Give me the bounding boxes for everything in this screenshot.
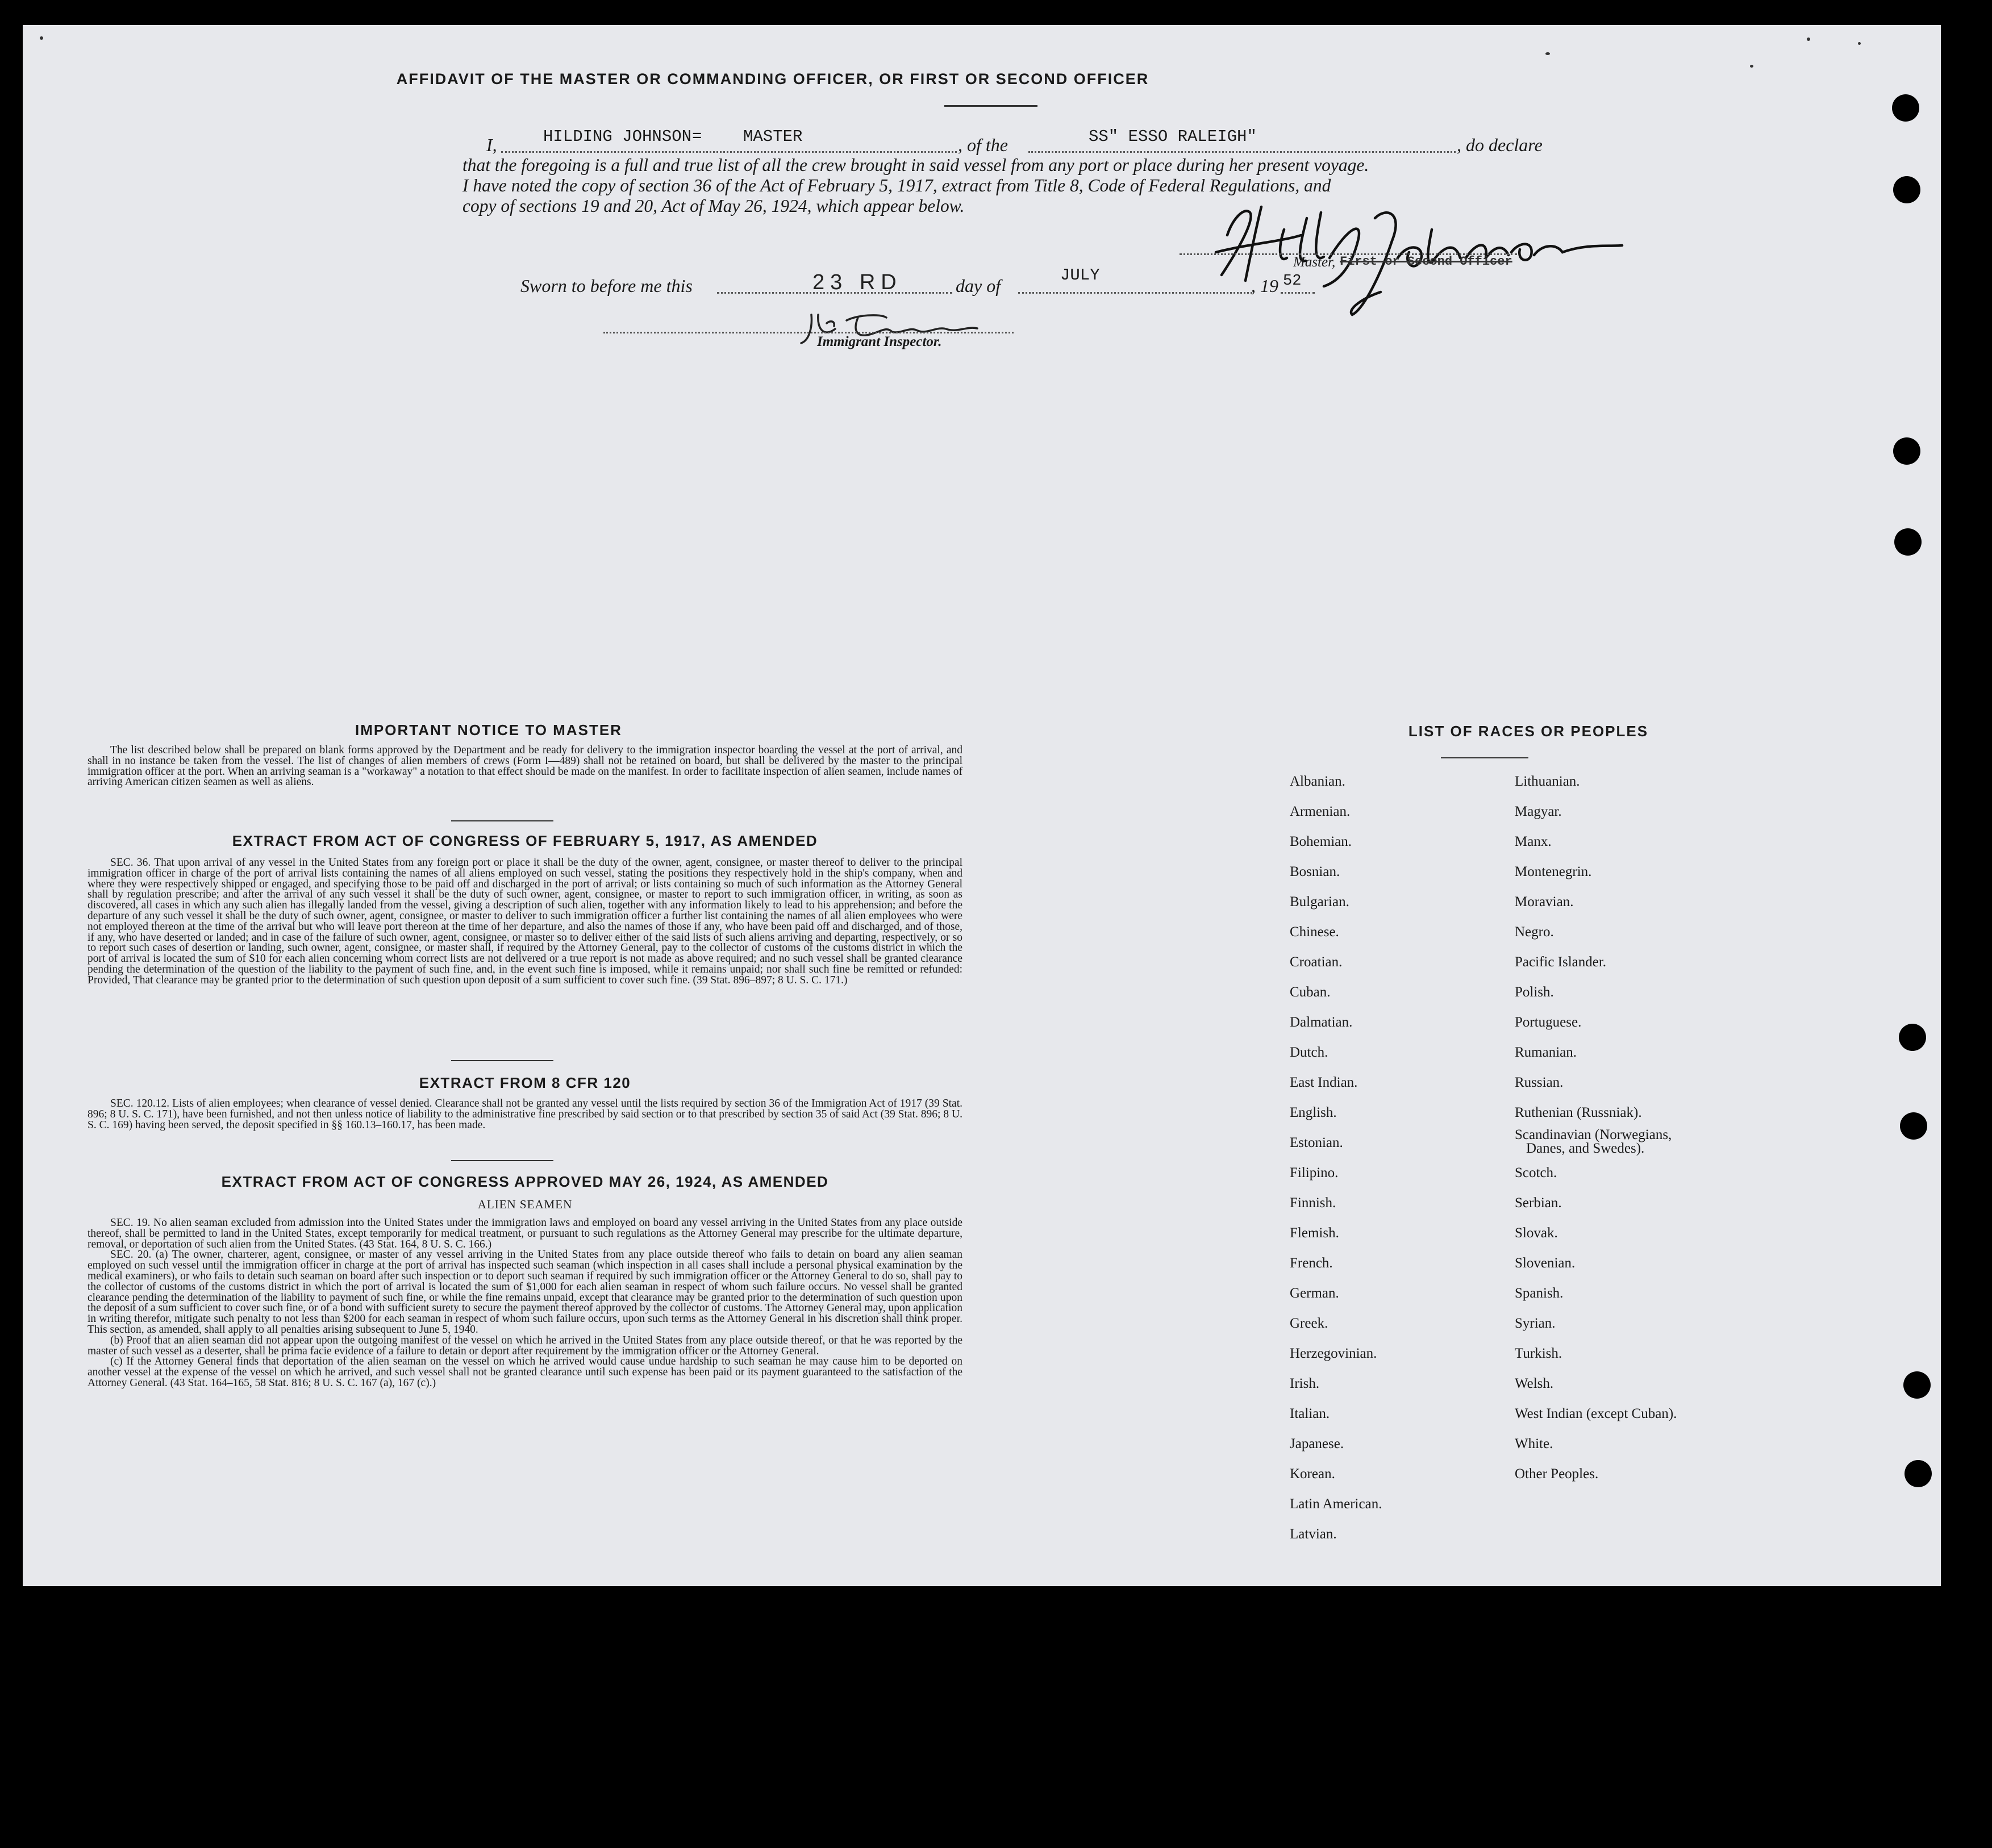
document-sheet [23, 25, 1941, 1586]
race-item: Montenegrin. [1515, 864, 1592, 879]
race-item: Turkish. [1515, 1346, 1562, 1361]
race-item: Cuban. [1290, 985, 1331, 1000]
extract-1924-title: EXTRACT FROM ACT OF CONGRESS APPROVED MAY 26, 1924, AS AMENDED [221, 1173, 829, 1190]
race-item: Magyar. [1515, 804, 1562, 819]
extract-cfr-text: SEC. 120.12. Lists of alien employees; when clearance of vessel denied. Clearance shall not be granted any vessel until the lists required by section 36 of the Immigration Act of 1917 (39 Stat. 896; 8 U. S. C. 171), have been furnished, and not then unless notice of liability to the administrative fine prescribed by said section or to that prescribed by section 35 of said Act (39 Stat. 896; 8 U. S. C. 169) having been served, the deposit specified in §§ 160.13–160.17, has been made. [87, 1098, 962, 1131]
speck [1807, 37, 1810, 41]
race-item: Croatian. [1290, 954, 1343, 970]
race-item: Polish. [1515, 985, 1554, 1000]
punch-hole [1905, 1460, 1932, 1487]
race-item: Albanian. [1290, 774, 1345, 789]
race-item: Dutch. [1290, 1045, 1328, 1060]
races-title: LIST OF RACES OR PEOPLES [1408, 723, 1649, 740]
notice-title: IMPORTANT NOTICE TO MASTER [355, 721, 622, 739]
race-item: Serbian. [1515, 1195, 1562, 1211]
race-item: Manx. [1515, 834, 1552, 849]
race-item: Ruthenian (Russniak). [1515, 1105, 1642, 1120]
title-rule [944, 105, 1037, 107]
inspector-caption: Immigrant Inspector. [817, 334, 942, 349]
sworn-label: Sworn to before me this [520, 276, 693, 296]
vessel-line [1028, 151, 1456, 153]
race-item: Bosnian. [1290, 864, 1340, 879]
race-item: Scotch. [1515, 1165, 1557, 1180]
month-line [1018, 292, 1252, 294]
punch-hole [1892, 94, 1919, 122]
race-item: French. [1290, 1255, 1333, 1271]
race-item: Dalmatian. [1290, 1015, 1353, 1030]
race-item: Korean. [1290, 1466, 1335, 1482]
race-item: Lithuanian. [1515, 774, 1580, 789]
punch-hole [1893, 437, 1920, 465]
extract-1924-body [87, 1218, 962, 1389]
race-item: Negro. [1515, 924, 1554, 940]
race-item: Latin American. [1290, 1496, 1382, 1512]
year-line [1281, 292, 1315, 294]
extract-1917-body [87, 858, 962, 986]
punch-hole [1903, 1371, 1931, 1399]
dash-mark: = [692, 127, 702, 146]
inspector-line [603, 332, 1014, 333]
name-line [501, 151, 957, 153]
race-item: Greek. [1290, 1316, 1328, 1331]
races-rule [1441, 757, 1528, 758]
struck-caption: First or Second Officer [1340, 255, 1512, 269]
affidavit-line-2: that the foregoing is a full and true list of all the crew brought in said vessel from any port or place during her present voyage. [462, 155, 1369, 175]
speck [40, 36, 43, 40]
race-item: Spanish. [1515, 1286, 1564, 1301]
race-item: East Indian. [1290, 1075, 1358, 1090]
punch-hole [1899, 1024, 1926, 1051]
race-item: Russian. [1515, 1075, 1564, 1090]
race-item: Bohemian. [1290, 834, 1352, 849]
race-item: Bulgarian. [1290, 894, 1349, 910]
i-label: I, [486, 135, 497, 155]
sec-20a-text: SEC. 20. (a) The owner, charterer, agent, consignee, or master of any vessel arriving in the United States from any place outside thereof who fails to detain on board any alien seaman employed on such vessel until the immigration officer in charge at the port of arrival has inspected such seaman (which inspection in all cases shall include a personal physical examination by the medical examiners), or who fails to detain such seaman on board after such inspection or to deport such seaman if required by such immigration officer or the Attorney General to do so, shall pay to the collector of customs of the customs district in which the port of arrival is located the sum of $1,000 for each alien seaman in respect of whom such failure occurs. No vessel shall be granted clearance pending the determination of the liability to payment of such fine, or while the fine remains unpaid, except that clearance may be granted prior to the determination of such question upon the deposit of a sum sufficient to cover such fine, or of a bond with sufficient surety to secure the payment thereof approved by the collector of customs. The Attorney General may, upon application in writing therefor, mitigate such penalty to not less than $200 for each seaman in respect of whom such failure occurs, upon such terms as the Attorney General in his discretion shall think proper. This section, as amended, shall apply to all penalties arising subsequent to June 5, 1940. [87, 1249, 962, 1336]
race-item: Moravian. [1515, 894, 1574, 910]
affidavit-line-3: I have noted the copy of section 36 of the Act of February 5, 1917, extract from Title 8, Code of Federal Regulations, and [462, 176, 1331, 195]
master-name: HILDING JOHNSON [543, 127, 692, 146]
section-rule [451, 820, 553, 821]
sec-20b-text: (b) Proof that an alien seaman did not appear upon the outgoing manifest of the vessel on which he arrived in the United States from any place outside thereof, or that he was reported by the master of such vessel as a deserter, shall be prima facie evidence of a failure to detain or deport after requirement by the immigration officer or the Attorney General. [87, 1334, 962, 1357]
do-declare-label: , do declare [1457, 135, 1543, 155]
sec-20c-text: (c) If the Attorney General finds that deportation of the alien seaman on the vessel on which he arrived would cause undue hardship to such seaman he may cause him to be deported on another vessel at the expense of the vessel on which he arrived, and such vessel shall not be granted clearance until such expense has been paid or its payment guaranteed to the satisfaction of the Attorney General. (43 Stat. 164–165, 58 Stat. 816; 8 U. S. C. 167 (a), 167 (c).) [87, 1355, 962, 1389]
race-item: Slovenian. [1515, 1255, 1576, 1271]
speck [1545, 52, 1550, 55]
punch-hole [1900, 1112, 1927, 1140]
day-of-label: day of [956, 276, 1001, 296]
race-item: German. [1290, 1286, 1339, 1301]
month-value: JULY [1060, 266, 1100, 285]
race-item: Filipino. [1290, 1165, 1339, 1180]
race-item: English. [1290, 1105, 1337, 1120]
race-item: Portuguese. [1515, 1015, 1582, 1030]
race-item: Estonian. [1290, 1135, 1343, 1150]
race-item: Pacific Islander. [1515, 954, 1607, 970]
extract-cfr-title: EXTRACT FROM 8 CFR 120 [419, 1074, 631, 1091]
master-caption: Master, [1293, 255, 1336, 270]
vessel-name: SS" ESSO RALEIGH" [1089, 127, 1257, 146]
race-item: Latvian. [1290, 1526, 1337, 1542]
extract-1917-text: SEC. 36. That upon arrival of any vessel in the United States from any foreign port or place it shall be the duty of the owner, agent, consignee, or master thereof to deliver to the principal immigration officer in charge of the port of arrival lists containing the names of all aliens employed on such vessel, stating the positions they respectively hold in the ship's company, when and where they were respectively shipped or engaged, and specifying those to be paid off and discharged in the port of arrival; or lists containing so much of such information as the Attorney General shall by regulation prescribe; and after the arrival of any such vessel it shall be the duty of such owner, agent, consignee, or master to report to such immigration officer, in writing, as soon as discovered, all cases in which any such alien has illegally landed from the vessel, giving a description of such alien, together with any information likely to lead to his apprehension; and before the departure of any such vessel it shall be the duty of such owner, agent, consignee, or master to deliver to such immigration officer a further list containing the names of all alien employees who were not employed thereon at the time of the arrival but who will leave port thereon at the time of her departure, and also the names of those if any, who have been paid off and discharged, and of those, if any, who have deserted or landed; and in case of the failure of such owner, agent, consignee, or master so to deliver either of the said lists of such aliens arriving and departing, respectively, or so to report such cases of desertion or landing, such owner, agent, consignee, or master shall, if required by the Attorney General, pay to the collector of customs of the customs district in which the port of arrival is located the sum of $10 for each alien concerning whom correct lists are not delivered or a true report is not made as above required; and no such vessel shall be granted clearance pending the determination of the question of the liability to the payment of such fine, and, in the event such fine is imposed, while it remains unpaid; nor shall such fine be remitted or refunded: Provided, That clearance may be granted prior to the determination of such question upon deposit of a sum sufficient to cover such fine. (39 Stat. 896–897; 8 U. S. C. 171.) [87, 857, 962, 986]
race-item: West Indian (except Cuban). [1515, 1406, 1677, 1421]
race-item: White. [1515, 1436, 1553, 1451]
race-item: Danes, and Swedes). [1526, 1141, 1645, 1156]
race-item: Welsh. [1515, 1376, 1554, 1391]
section-rule [451, 1160, 553, 1161]
affidavit-line-4: copy of sections 19 and 20, Act of May 26, 1924, which appear below. [462, 196, 965, 216]
race-item: Scandinavian (Norwegians, [1515, 1127, 1672, 1142]
notice-text: The list described below shall be prepared on blank forms approved by the Department and be ready for delivery to the immigration inspector boarding the vessel at the port of arrival, and shall in no instance be taken from the vessel. The list of changes of alien members of crews (Form I—489) shall not be retained on board, but shall be delivered by the master to the principal immigration officer at the port. When an arriving seaman is a "workaway" a notation to that effect should be made on the manifest. In order to facilitate inspection of alien seamen, include names of arriving American citizen seamen as well as aliens. [87, 744, 962, 789]
notice-body [87, 745, 962, 788]
race-item: Chinese. [1290, 924, 1339, 940]
race-item: Slovak. [1515, 1225, 1558, 1241]
race-item: Syrian. [1515, 1316, 1556, 1331]
alien-seamen-subtitle: ALIEN SEAMEN [477, 1198, 573, 1211]
punch-hole [1894, 528, 1922, 556]
day-value: 23 RD [812, 270, 902, 294]
race-item: Herzegovinian. [1290, 1346, 1377, 1361]
race-item: Rumanian. [1515, 1045, 1577, 1060]
of-the-label: , of the [958, 135, 1008, 155]
sec-19-text: SEC. 19. No alien seaman excluded from admission into the United States under the immigration laws and employed on board any vessel arriving in the United States from any place outside thereof, shall be permitted to land in the United States, except temporarily for medical treatment, or pursuant to such regulations as the Attorney General may prescribe for the ultimate departure, removal, or deportation of such alien from the United States. (43 Stat. 164, 8 U. S. C. 166.) [87, 1217, 962, 1250]
punch-hole [1893, 176, 1920, 203]
speck [1750, 65, 1753, 68]
extract-cfr-body [87, 1099, 962, 1131]
race-item: Japanese. [1290, 1436, 1344, 1451]
race-item: Finnish. [1290, 1195, 1336, 1211]
race-item: Irish. [1290, 1376, 1320, 1391]
race-item: Armenian. [1290, 804, 1351, 819]
race-item: Flemish. [1290, 1225, 1339, 1241]
year-prefix: , 19 [1251, 276, 1278, 296]
speck [1858, 42, 1861, 45]
extract-1917-title: EXTRACT FROM ACT OF CONGRESS OF FEBRUARY 5, 1917, AS AMENDED [232, 832, 818, 849]
race-item: Other Peoples. [1515, 1466, 1599, 1482]
section-rule [451, 1060, 553, 1061]
master-rank: MASTER [743, 127, 803, 146]
affidavit-title: AFFIDAVIT OF THE MASTER OR COMMANDING OFFICER, OR FIRST OR SECOND OFFICER [396, 70, 1149, 87]
year-value: 52 [1283, 273, 1302, 290]
race-item: Italian. [1290, 1406, 1330, 1421]
